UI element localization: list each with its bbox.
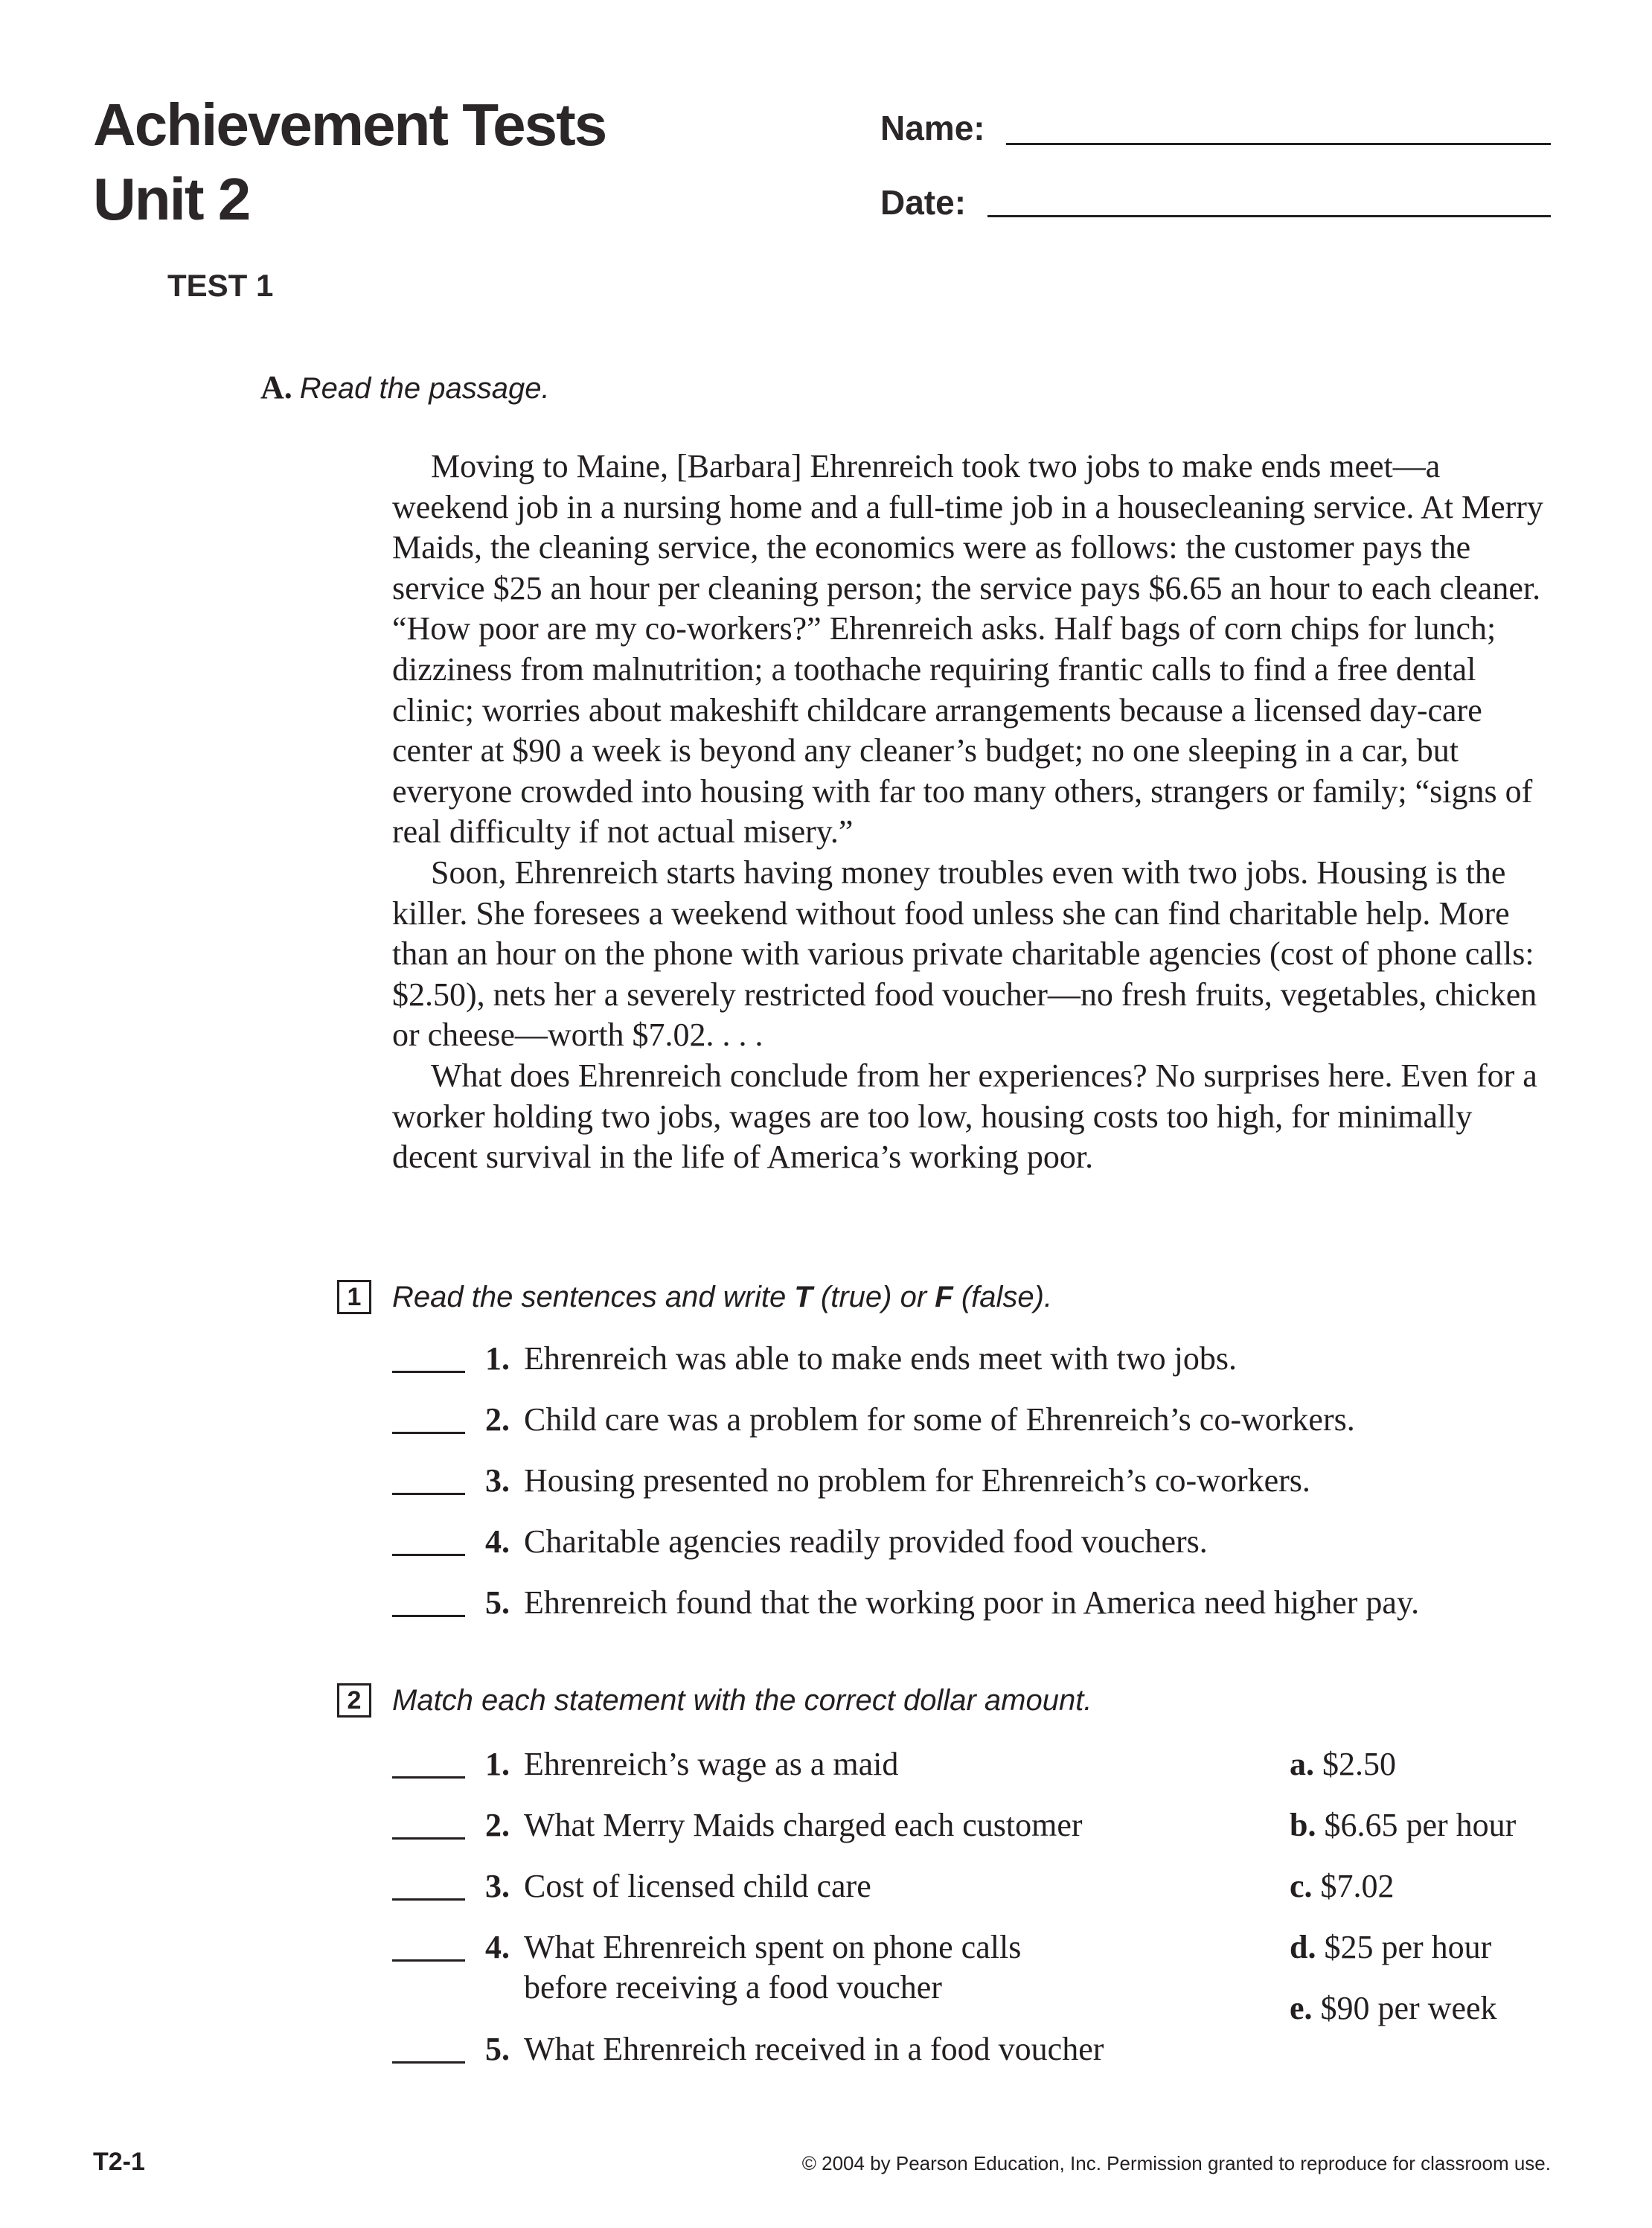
- section-2-instruction: Match each statement with the correct dollar amount.: [392, 1683, 1092, 1717]
- answer-blank[interactable]: [392, 1959, 465, 1962]
- answer-blank[interactable]: [392, 2061, 465, 2064]
- section-1-number-box: 1: [337, 1280, 371, 1314]
- page-title: [93, 88, 606, 237]
- answer-blank[interactable]: [392, 1776, 465, 1779]
- section-a-instruction: Read the passage.: [299, 372, 550, 405]
- passage-paragraph-2: Soon, Ehrenreich starts having money troubles even with two jobs. Housing is the killer. She foresees a weekend without food unless she can find charitable help. More than an hour on the phone with various private charitable agencies (cost of phone calls: $2.50), nets her a severely restricted food voucher—no fresh fruits, vegetables, chicken or cheese—worth $7.02. . . .: [392, 854, 1537, 1054]
- test-label: TEST 1: [167, 268, 274, 303]
- name-input-line[interactable]: [1006, 143, 1551, 145]
- section-a-letter: A.: [260, 369, 292, 406]
- answer-blank[interactable]: [392, 1554, 465, 1556]
- date-label: Date:: [880, 183, 967, 222]
- copyright-notice: © 2004 by Pearson Education, Inc. Permission granted to reproduce for classroom use.: [801, 2152, 1551, 2174]
- answer-option-c: c. $7.02: [1290, 1868, 1395, 1904]
- answer-blank[interactable]: [392, 1837, 465, 1840]
- section-2-number-box: 2: [337, 1683, 371, 1718]
- section-1-heading: [337, 1280, 1052, 1314]
- date-input-line[interactable]: [987, 215, 1551, 217]
- section-2-heading: [337, 1683, 1092, 1718]
- answer-option-d: d. $25 per hour: [1290, 1929, 1492, 1965]
- answer-option-a: a. $2.50: [1290, 1746, 1396, 1782]
- answer-blank[interactable]: [392, 1615, 465, 1617]
- page-number: T2-1: [93, 2148, 145, 2176]
- title-line-1: Achievement Tests: [93, 92, 606, 158]
- answer-blank[interactable]: [392, 1493, 465, 1495]
- reading-passage: [392, 446, 1555, 1178]
- answer-option-e: e. $90 per week: [1290, 1990, 1497, 2026]
- answer-option-b: b. $6.65 per hour: [1290, 1807, 1517, 1843]
- answer-blank[interactable]: [392, 1371, 465, 1373]
- answer-blank[interactable]: [392, 1432, 465, 1434]
- answer-blank[interactable]: [392, 1898, 465, 1901]
- section-1-instruction: Read the sentences and write T (true) or F (false).: [392, 1280, 1053, 1313]
- title-line-2: Unit 2: [93, 166, 250, 232]
- passage-paragraph-1: Moving to Maine, [Barbara] Ehrenreich took two jobs to make ends meet—a weekend job in a nursing home and a full-time job in a housecleaning service. At Merry Maids, the cleaning service, the economics were as follows: the customer pays the service $25 an hour per cleaning person; the service pays $6.65 an hour to each cleaner. “How poor are my co-workers?” Ehrenreich asks. Half bags of corn chips for lunch; dizziness from malnutrition; a toothache requiring frantic calls to find a free dental clinic; worries about makeshift childcare arrangements because a licensed day-care center at $90 a week is beyond any cleaner’s budget; no one sleeping in a car, but everyone crowded into housing with far too many others, strangers or family; “signs of real difficulty if not actual misery.”: [392, 448, 1543, 851]
- passage-paragraph-3: What does Ehrenreich conclude from her experiences? No surprises here. Even for a worker holding two jobs, wages are too low, housing costs too high, for minimally decent survival in the life of America’s working poor.: [392, 1057, 1537, 1176]
- section-a-heading: [260, 368, 550, 406]
- name-label: Name:: [880, 109, 985, 147]
